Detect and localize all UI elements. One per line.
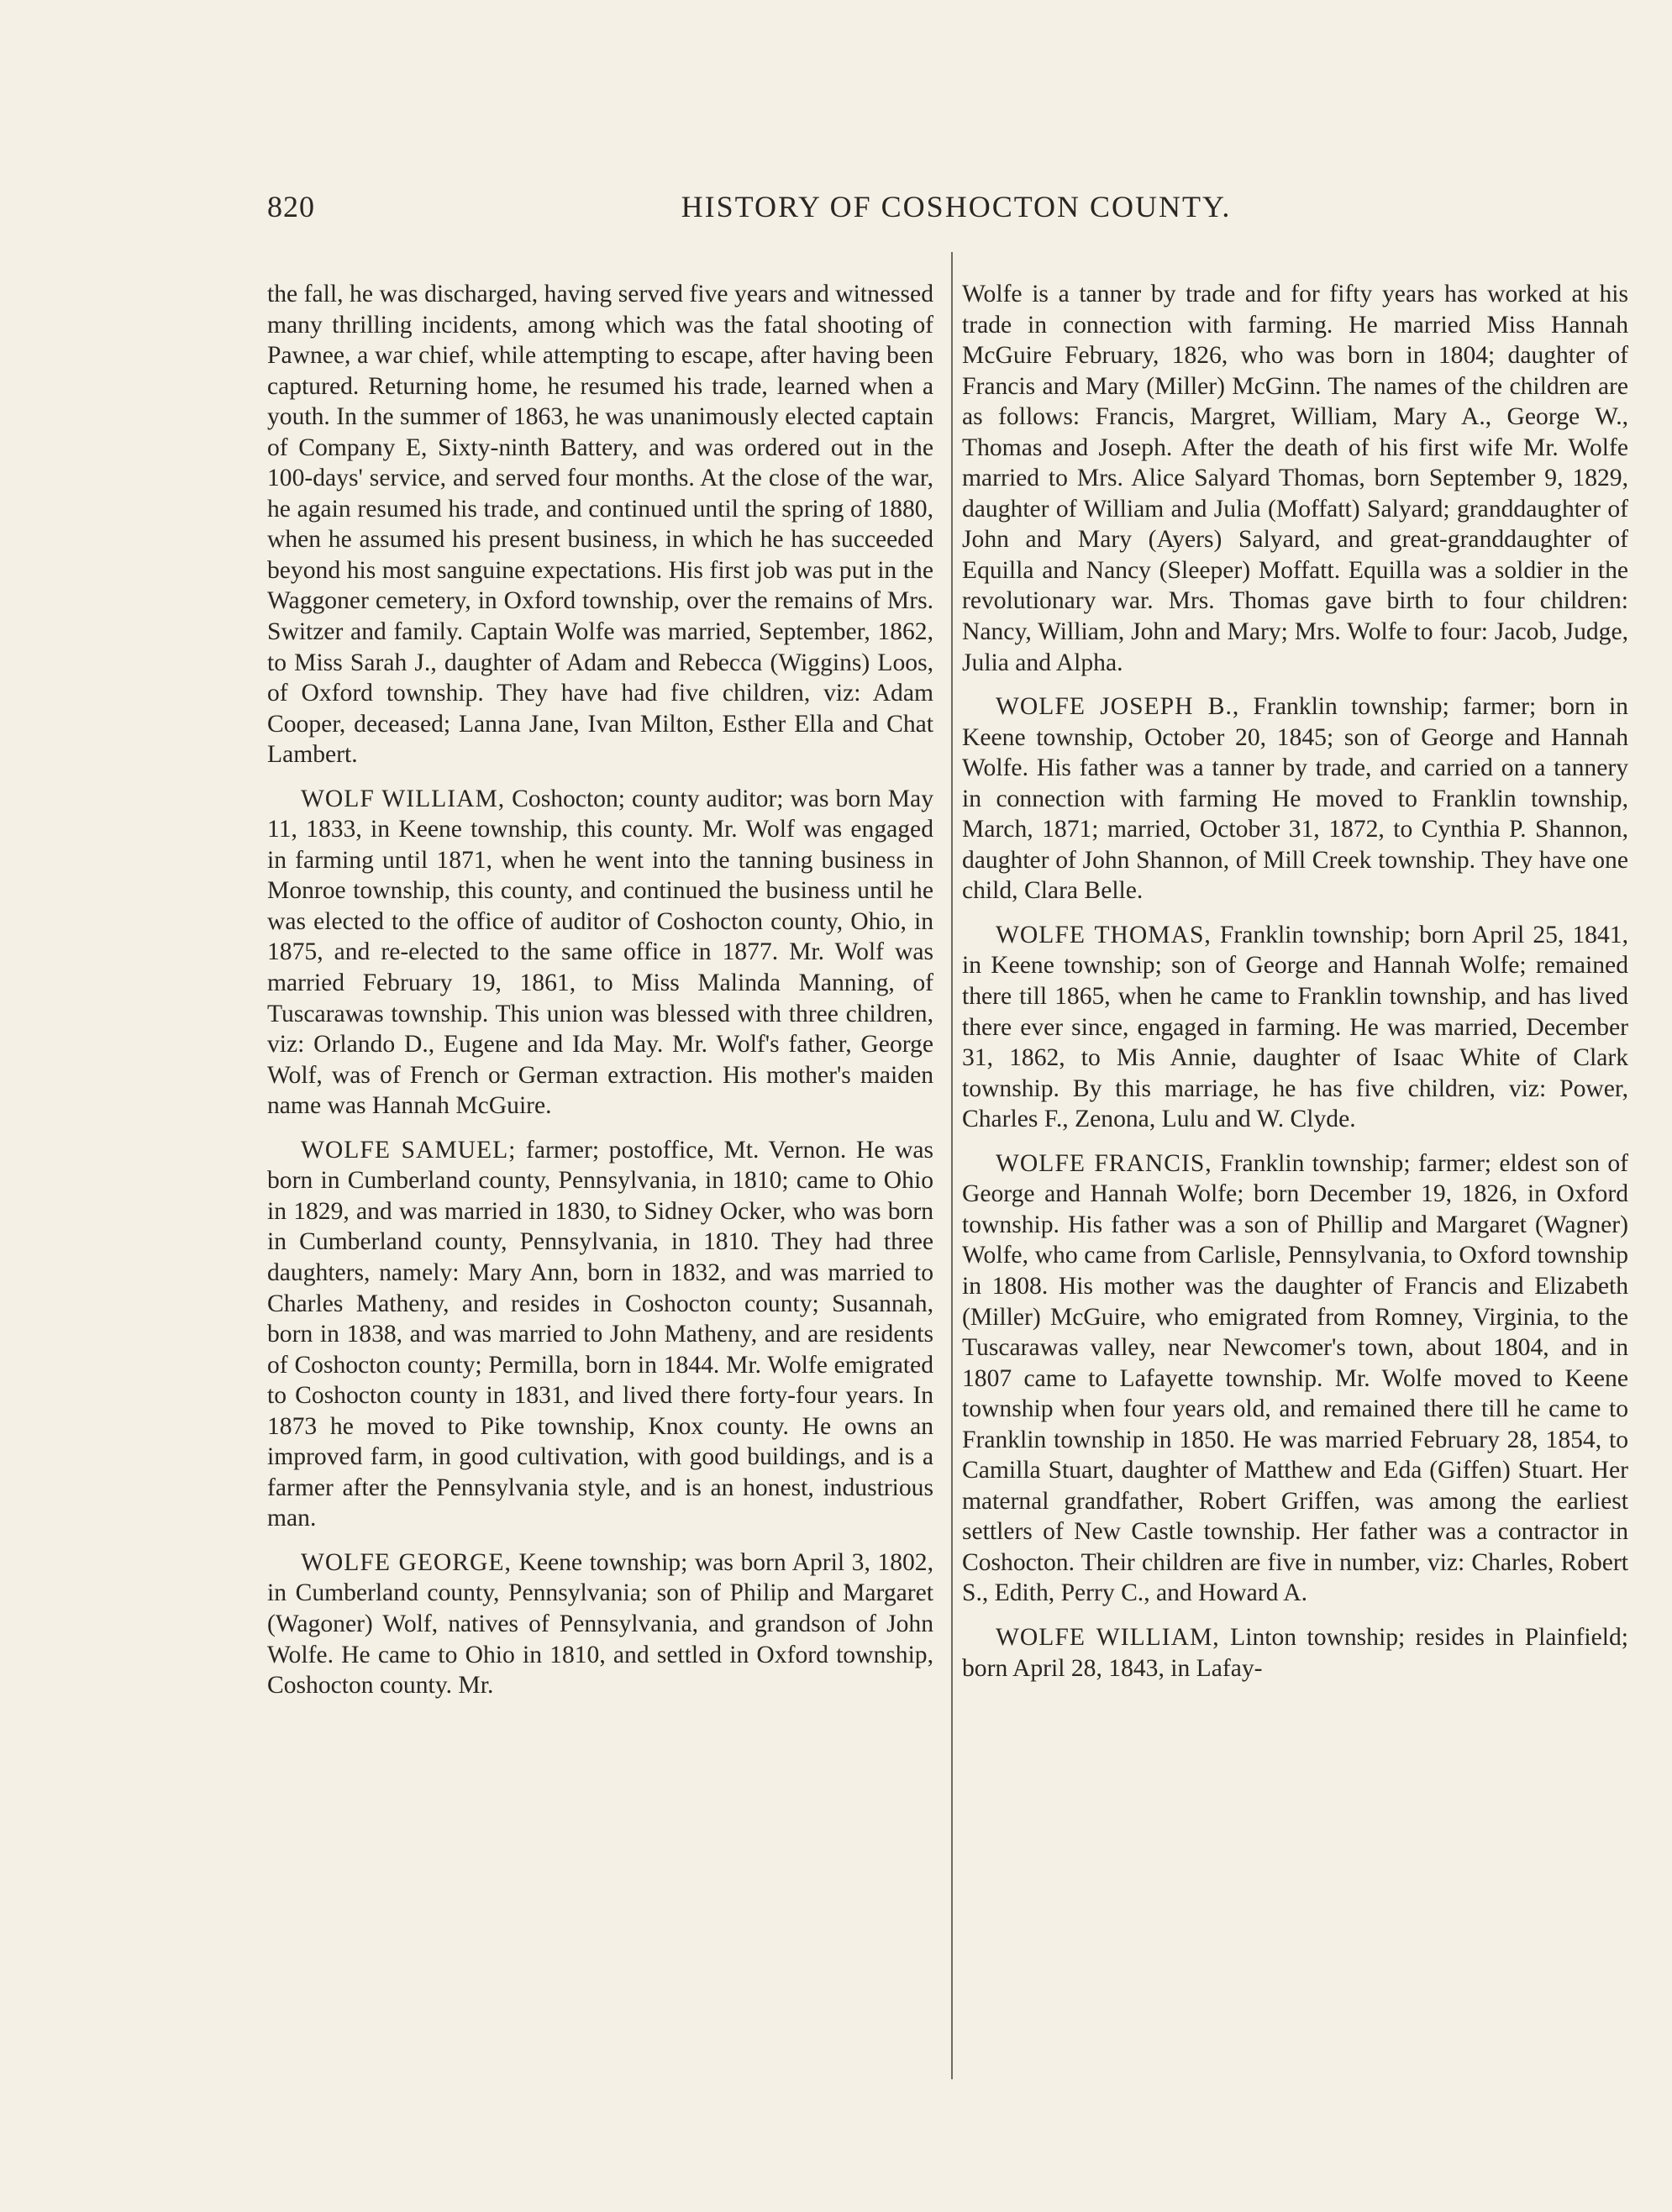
- entry-text: Linton township; resides in Plainfield; born April 28, 1843, in Lafay-: [962, 1623, 1628, 1682]
- left-column: [267, 279, 933, 1715]
- entry-text: farmer; postoffice, Mt. Vernon. He was born in Cumberland county, Pennsylvania, in 1810; came to Ohio in 1829, and was married in 1830, to Sidney Ocker, who was born in Cumberland county, Pennsylvania, in 1810. They had three daughters, namely: Mary Ann, born in 1832, and was married to Charles Matheny, and resides in Coshocton county; Susannah, born in 1838, and was married to John Matheny, and are residents of Coshocton county; Permilla, born in 1844. Mr. Wolfe emigrated to Coshocton county in 1831, and lived there forty-four years. In 1873 he moved to Pike township, Knox county. He owns an improved farm, in good cultivation, with good buildings, and is a farmer after the Pennsylvania style, and is an honest, industrious man.: [267, 1136, 933, 1532]
- entry-text: Franklin township; farmer; eldest son of George and Hannah Wolfe; born December 19, 1826, in Oxford township. His father was a son of Phillip and Margaret (Wagner) Wolfe, who came from Carlisle, Pennsylvania, to Oxford township in 1808. His mother was the daughter of Francis and Elizabeth (Miller) McGuire, who emigrated from Romney, Virginia, to the Tuscarawas valley, near Newcomer's town, about 1804, and in 1807 came to Lafayette township. Mr. Wolfe moved to Keene township when four years old, and remained there till he came to Franklin township in 1850. He was married February 28, 1854, to Camilla Stuart, daughter of Matthew and Eda (Giffen) Stuart. Her maternal grandfather, Robert Griffen, was among the earliest settlers of New Castle township. Her father was a contractor in Coshocton. Their children are five in number, viz: Charles, Robert S., Edith, Perry C., and Howard A.: [962, 1149, 1628, 1607]
- entry-text: Coshocton; county auditor; was born May 11, 1833, in Keene township, this county. Mr. Wolf was engaged in farming until 1871, when he went into the tanning business in Monroe township, this county, and continued the business until he was elected to the office of auditor of Coshocton county, Ohio, in 1875, and re-elected to the same office in 1877. Mr. Wolf was married February 19, 1861, to Miss Malinda Manning, of Tuscarawas township. This union was blessed with three children, viz: Orlando D., Eugene and Ida May. Mr. Wolf's father, George Wolf, was of French or German extraction. His mother's maiden name was Hannah McGuire.: [267, 785, 933, 1120]
- entry-name: WOLF WILLIAM,: [301, 785, 506, 812]
- right-column: [962, 279, 1628, 1697]
- continued-paragraph: Wolfe is a tanner by trade and for fifty years has worked at his trade in connection with farming. He married Miss Hannah McGuire February, 1826, who was born in 1804; daughter of Francis and Mary (Miller) McGinn. The names of the children are as follows: Francis, Margret, William, Mary A., George W., Thomas and Joseph. After the death of his first wife Mr. Wolfe married to Mrs. Alice Salyard Thomas, born September 9, 1829, daughter of William and Julia (Moffatt) Salyard; granddaughter of John and Mary (Ayers) Salyard, and great-granddaughter of Equilla and Nancy (Sleeper) Moffatt. Equilla was a soldier in the revolutionary war. Mrs. Thomas gave birth to four children: Nancy, William, John and Mary; Mrs. Wolfe to four: Jacob, Judge, Julia and Alpha.: [962, 281, 1628, 676]
- biography-entry-wolfe-george: [267, 1547, 933, 1701]
- continued-paragraph: the fall, he was discharged, having served five years and witnessed many thrilling incidents, among which was the fatal shooting of Pawnee, a war chief, while attempting to escape, after having been captured. Returning home, he resumed his trade, learned when a youth. In the summer of 1863, he was unanimously elected captain of Company E, Sixty-ninth Battery, and was ordered out in the 100-days' service, and served four months. At the close of the war, he again resumed his trade, and continued until the spring of 1880, when he assumed his present business, in which he has succeeded beyond his most sanguine expectations. His first job was put in the Waggoner cemetery, in Oxford township, over the remains of Mrs. Switzer and family. Captain Wolfe was married, September, 1862, to Miss Sarah J., daughter of Adam and Rebecca (Wiggins) Loos, of Oxford township. They have had five children, viz: Adam Cooper, deceased; Lanna Jane, Ivan Milton, Esther Ella and Chat Lambert.: [267, 281, 933, 769]
- biography-entry-wolf-william: [267, 784, 933, 1122]
- biography-entry-wolfe-samuel: [267, 1135, 933, 1534]
- entry-name: WOLFE SAMUEL;: [301, 1136, 517, 1164]
- entry-name: WOLFE FRANCIS,: [996, 1149, 1212, 1177]
- entry-text: Keene township; was born April 3, 1802, in Cumberland county, Pennsylvania; son of Philip and Margaret (Wagoner) Wolf, natives of Pennsylvania, and grandson of John Wolfe. He came to Ohio in 1810, and settled in Oxford township, Coshocton county. Mr.: [267, 1548, 933, 1700]
- page-number: 820: [267, 190, 315, 223]
- entry-name: WOLFE GEORGE,: [301, 1548, 512, 1576]
- entry-name: WOLFE JOSEPH B.,: [996, 693, 1240, 721]
- column-divider: [951, 252, 953, 2079]
- biography-entry-wolfe-william-linton: [962, 1622, 1628, 1684]
- entry-name: WOLFE THOMAS,: [996, 921, 1212, 948]
- entry-text: Franklin township; born April 25, 1841, in Keene township; son of George and Hannah Wolfe; remained there till 1865, when he came to Franklin township, and has lived there ever since, engaged in farming. He was married, December 31, 1862, to Mis Annie, daughter of Isaac White of Clark township. By this marriage, he has five children, viz: Power, Charles F., Zenona, Lulu and W. Clyde.: [962, 921, 1628, 1133]
- running-title: HISTORY OF COSHOCTON COUNTY.: [681, 190, 1232, 223]
- entry-text: Franklin township; farmer; born in Keene township, October 20, 1845; son of George and Hannah Wolfe. His father was a tanner by trade, and carried on a tannery in connection with farming He moved to Franklin township, March, 1871; married, October 31, 1872, to Cynthia P. Shannon, daughter of John Shannon, of Mill Creek township. They have one child, Clara Belle.: [962, 693, 1628, 905]
- biography-entry-wolfe-joseph: [962, 691, 1628, 906]
- entry-name: WOLFE WILLIAM,: [996, 1623, 1220, 1651]
- biography-entry-wolfe-francis: [962, 1148, 1628, 1609]
- page-header: [267, 189, 1645, 231]
- biography-entry-wolfe-thomas: [962, 920, 1628, 1135]
